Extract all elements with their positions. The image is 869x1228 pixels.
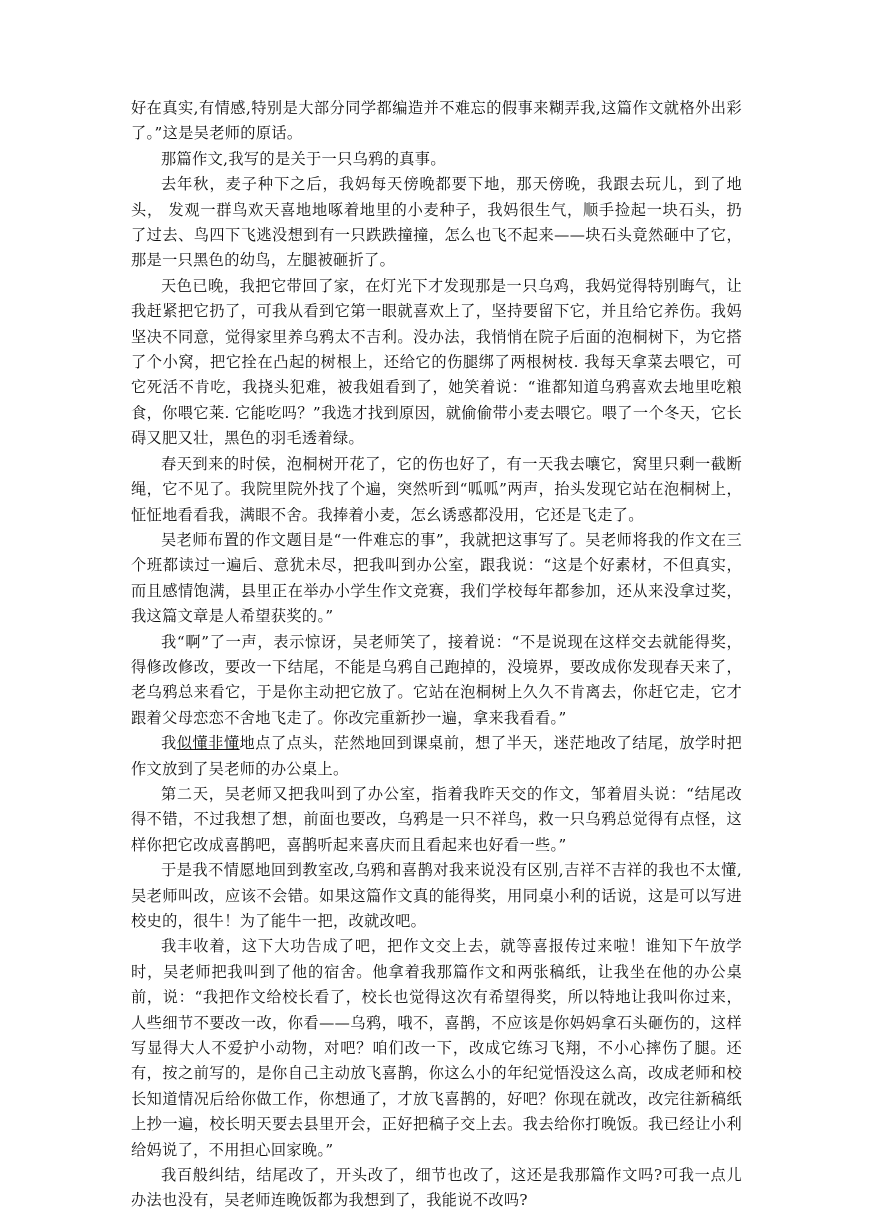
paragraph: 我百般纠结，结尾改了，开头改了，细节也改了，这还是我那篇作文吗?可我一点儿办法也没有，吴老师连晚饭都为我想到了，我能说不改吗? (131, 1166, 742, 1210)
paragraph: 春天到来的时侯，泡桐树开花了，它的伤也好了，有一天我去嚷它，窝里只剩一截断绳，它不见了。我院里院外找了个遍，突然听到“呱呱”两声，抬头发现它站在泡桐树上，怔怔地看看我，满眼不舍。我捧着小麦，怎幺诱惑都没用，它还是飞走了。 (131, 454, 742, 524)
paragraph-text: 地点了点头，茫然地回到课桌前，想了半天，迷茫地改了结尾，放学时把作文放到了吴老师的办公桌上。 (131, 734, 742, 778)
paragraph: 第二天，吴老师又把我叫到了办公室，指着我昨天交的作文，邹着眉头说：“结尾改得不错，不过我想了想，前面也要改，乌鸦是一只不祥鸟，救一只乌鸦总觉得有点怪，这样你把它改成喜鹊吧，喜鹊听起来喜庆而且看起来也好看一些。” (131, 784, 742, 854)
underlined-phrase: 似懂非懂 (176, 734, 240, 753)
paragraph: 那篇作文,我写的是关于一只乌鸦的真事。 (161, 149, 446, 168)
paragraph: 吴老师布置的作文题目是“一件难忘的事”，我就把这事写了。吴老师将我的作文在三个班都读过一遍后、意犹未尽，把我叫到办公室，跟我说：“这是个好素材，不但真实，而且感情饱满，县里正在举办小学生作文竞赛，我们学校每年都参加，还从来没拿过奖，我这篇文章是人希望获奖的。” (131, 530, 742, 626)
paragraph: 于是我不情愿地回到教室改,乌鸦和喜鹊对我来说没有区别,吉祥不吉祥的我也不太懂,吴老师叫改，应该不会错。如果这篇作文真的能得奖，用同桌小利的话说，这是可以写进校史的，很牛！为了能牛一把，改就改吧。 (131, 861, 742, 930)
document-page (131, 96, 742, 1214)
paragraph-continuation: 好在真实,有情感,特别是大部分同学都编造并不难忘的假事来糊弄我,这篇作文就格外出彩了。”这是吴老师的原话。 (131, 99, 742, 143)
paragraph (131, 731, 742, 782)
paragraph: 天色已晚，我把它带回了家，在灯光下才发现那是一只乌鸡，我妈觉得特别晦气，让我赶紧把它扔了，可我从看到它第一眼就喜欢上了，坚持要留下它，并且给它养伤。我妈坚决不同意，觉得家里养乌鸦太不吉利。没办法，我悄悄在院子后面的泡桐树下，为它搭了个小窝，把它拴在凸起的树根上，还给它的伤腿绑了两根树枝. 我每天拿菜去喂它，可它死活不肯吃，我挠头犯难，被我姐看到了，她笑着说：“谁都知道乌鸦喜欢去地里吃粮食，你喂它莱. 它能吃吗？”我选才找到原因，就偷偷带小麦去喂它。喂了一个冬天，它长碍又肥又壮，黑色的羽毛透着绿。 (131, 276, 742, 448)
paragraph: 我丰收着，这下大功告成了吧，把作文交上去，就等喜报传过来啦！谁知下午放学时，吴老师把我叫到了他的宿舍。他拿着我那篇作文和两张稿纸，让我坐在他的办公桌前，说：“我把作文给校长看了，校长也觉得这次有希望得奖，所以特地让我叫你过来，人些细节不要改一改，你看——乌鸦，哦不，喜鹊，不应该是你妈妈拿石头砸伤的，这样写显得大人不爱护小动物，对吧？咱们改一下，改成它练习飞翔，不小心摔伤了腿。还有，按之前写的，是你自己主动放飞喜鹊，你这么小的年纪觉悟没这么高，改成老师和校长知道情况后给你做工作，你想通了，才放飞喜鹊的，好吧？你现在就改，改完往新稿纸上抄一遍，校长明天要去县里开会，正好把稿子交上去。我去给你打晚饭。我已经让小利给妈说了，不用担心回家晚。” (131, 937, 742, 1159)
paragraph-text: 我 (161, 734, 177, 753)
paragraph: 我“啊”了一声，表示惊讶，吴老师笑了，接着说：“不是说现在这样交去就能得奖，得修改修改，要改一下结尾，不能是乌鸦自己跑掉的，没境界，要改成你发现春天来了，老乌鸦总来看它，于是你主动把它放了。它站在泡桐树上久久不肯离去，你赶它走，它才跟着父母恋恋不舍地飞走了。你改完重新抄一遍，拿来我看看。” (131, 632, 742, 727)
paragraph: 去年秋，麦子种下之后，我妈每天傍晚都要下地，那天傍晚，我跟去玩儿，到了地头， 发观一群鸟欢天喜地地啄着地里的小麦种子，我妈很生气，顺手捡起一块石头，扔了过去、鸟四下飞逃没想到有一只跌跌撞撞，怎么也飞不起来——块石头竟然砸中了它，那是一只黑色的幼鸟，左腿被砸折了。 (131, 175, 742, 270)
